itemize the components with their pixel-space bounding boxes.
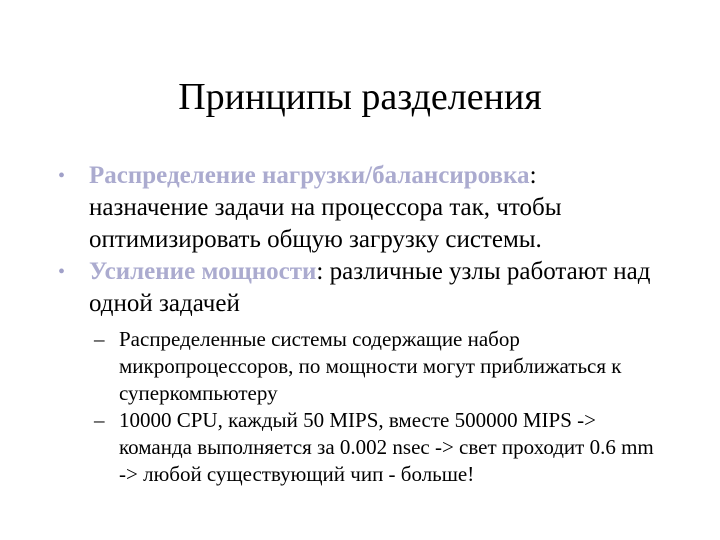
bullet-marker: • [58,165,66,187]
subbullet-text: Распределенные системы содержащие набор микропроцессоров, по мощности могут приближаться к суперкомпьютеру [119,327,622,405]
bullet-emphasis-load-balancing: Распределение нагрузки/балансировка [89,162,530,189]
subbullet-text: 10000 CPU, каждый 50 MIPS, вместе 500000 MIPS -> команда выполняется за 0.002 nsec -> свет проходит 0.6 mm -> любой существующий чип - больше! [119,408,654,486]
slide-title: Принципы разделения [178,76,542,118]
bullet-emphasis-power-boost: Усиление мощности [89,258,317,285]
bullet-text [89,160,658,256]
bullet-item-load-balancing [58,160,658,256]
subbullet-item-distributed-systems [94,326,664,407]
bullet-marker: • [58,261,66,283]
subbullet-marker: – [94,327,105,351]
subbullet-marker: – [94,408,105,432]
bullet-item-power-boost [58,256,658,320]
bullet-text [89,256,658,320]
bullet-description: : различные узлы работают над одной задачей [89,258,651,317]
bullet-description: : назначение задачи на процессора так, чтобы оптимизировать общую загрузку системы. [89,162,562,253]
subbullet-item-cpu-example [94,407,664,488]
